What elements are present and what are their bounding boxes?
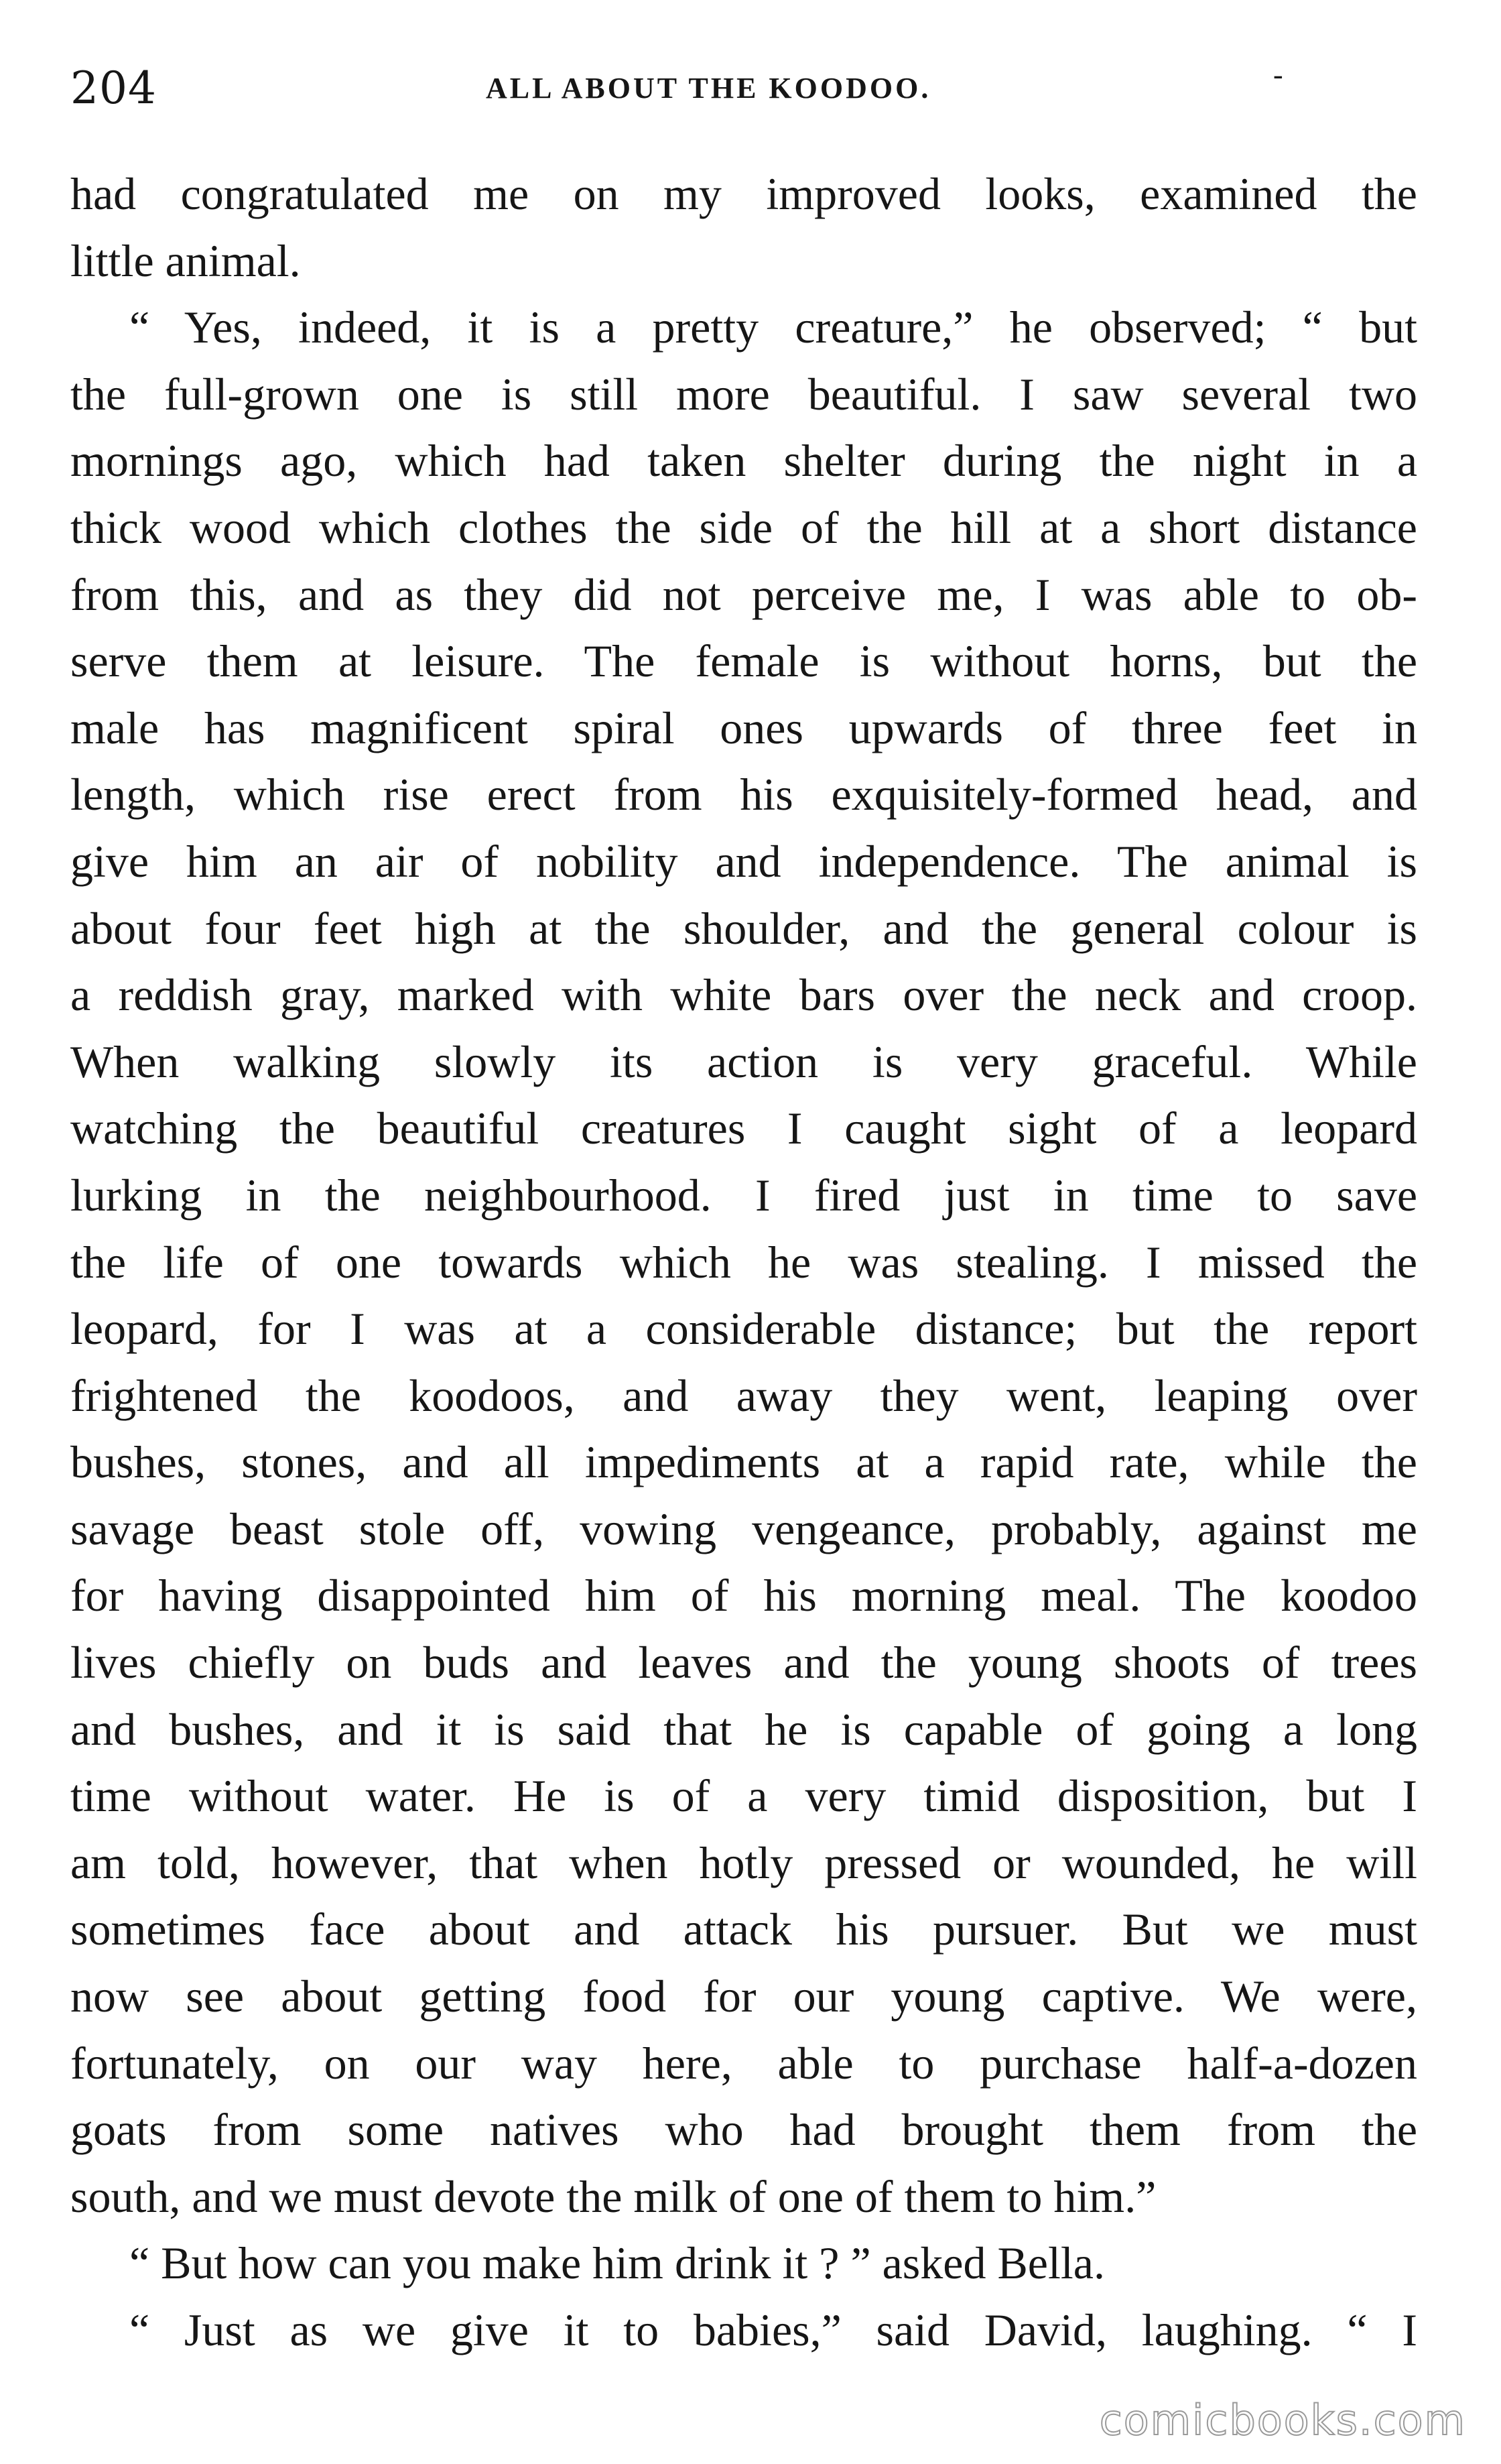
text-line: now see about getting food for our young captive. We were, bbox=[70, 1971, 1417, 2022]
text-line: savage beast stole off, vowing vengeance, probably, against me bbox=[70, 1503, 1417, 1554]
text-line: lives chiefly on buds and leaves and the young shoots of trees bbox=[70, 1637, 1417, 1688]
text-line: the life of one towards which he was stealing. I missed the bbox=[70, 1236, 1417, 1288]
text-line: fortunately, on our way here, able to purchase half-a-dozen bbox=[70, 2037, 1417, 2089]
watermark: comicbooks.com bbox=[1099, 2396, 1466, 2445]
text-line: goats from some natives who had brought them from the bbox=[70, 2104, 1417, 2156]
text-line: about four feet high at the shoulder, and the general colour is bbox=[70, 902, 1417, 954]
text-line: and bushes, and it is said that he is capable of going a long bbox=[70, 1703, 1417, 1755]
text-line: sometimes face about and attack his pursuer. But we must bbox=[70, 1904, 1417, 1955]
text-line: time without water. He is of a very timid disposition, but I bbox=[70, 1770, 1417, 1822]
text-line: south, and we must devote the milk of one of them to him.” bbox=[70, 2170, 1157, 2222]
header-mark: - bbox=[1273, 58, 1283, 91]
text-line: “ But how can you make him drink it ? ” asked Bella. bbox=[129, 2237, 1105, 2289]
text-line: lurking in the neighbourhood. I fired just in time to save bbox=[70, 1169, 1417, 1221]
text-line: give him an air of nobility and independence. The animal is bbox=[70, 835, 1417, 887]
text-line: bushes, stones, and all impediments at a rapid rate, while the bbox=[70, 1436, 1417, 1488]
text-line: little animal. bbox=[70, 235, 301, 286]
text-line: for having disappointed him of his morning meal. The koodoo bbox=[70, 1570, 1417, 1621]
text-line: leopard, for I was at a considerable distance; but the report bbox=[70, 1303, 1417, 1355]
text-line: thick wood which clothes the side of the hill at a short distance bbox=[70, 501, 1417, 553]
text-line: “ Just as we give it to babies,” said David, laughing. “ I bbox=[129, 2304, 1417, 2355]
text-line: from this, and as they did not perceive me, I was able to ob- bbox=[70, 568, 1417, 620]
page-number: 204 bbox=[70, 62, 157, 114]
text-line: male has magnificent spiral ones upwards of three feet in bbox=[70, 702, 1417, 753]
text-line: When walking slowly its action is very graceful. While bbox=[70, 1036, 1417, 1087]
text-line: had congratulated me on my improved looks, examined the bbox=[70, 168, 1417, 219]
text-line: serve them at leisure. The female is without horns, but the bbox=[70, 635, 1417, 687]
text-line: am told, however, that when hotly pressed or wounded, he will bbox=[70, 1837, 1417, 1888]
text-line: a reddish gray, marked with white bars over the neck and croop. bbox=[70, 969, 1417, 1021]
text-line: the full-grown one is still more beautiful. I saw several two bbox=[70, 368, 1417, 420]
text-line: frightened the koodoos, and away they went, leaping over bbox=[70, 1369, 1417, 1421]
running-title: ALL ABOUT THE KOODOO. bbox=[486, 72, 931, 105]
text-line: watching the beautiful creatures I caught sight of a leopard bbox=[70, 1103, 1417, 1154]
text-line: “ Yes, indeed, it is a pretty creature,” he observed; “ but bbox=[129, 302, 1417, 353]
body-text bbox=[70, 161, 1417, 2364]
page-header bbox=[70, 58, 1417, 115]
text-line: mornings ago, which had taken shelter during the night in a bbox=[70, 435, 1417, 487]
text-line: length, which rise erect from his exquisitely-formed head, and bbox=[70, 769, 1417, 820]
